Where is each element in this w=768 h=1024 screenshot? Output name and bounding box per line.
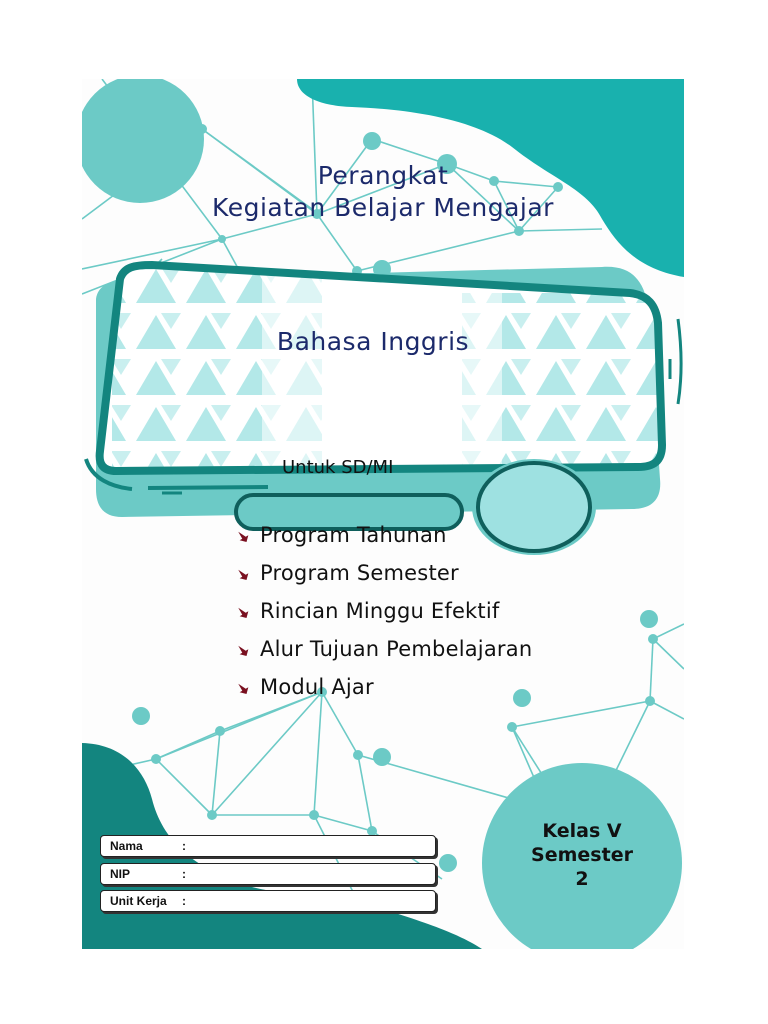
title-line-2: Kegiatan Belajar Mengajar — [212, 193, 554, 222]
arrow-bullet-icon — [234, 639, 254, 659]
arrow-bullet-icon — [234, 563, 254, 583]
semester-value: 2 — [575, 868, 589, 890]
semester-label: Semester — [531, 844, 633, 866]
list-item-label: Program Semester — [260, 561, 459, 585]
list-item-label: Alur Tujuan Pembelajaran — [260, 637, 533, 661]
contents-list — [234, 516, 532, 706]
arrow-bullet-icon — [234, 601, 254, 621]
class-info-badge — [502, 819, 662, 891]
target-level: Untuk SD/MI — [282, 457, 394, 478]
field-label: NIP — [110, 867, 131, 881]
cover-page — [82, 79, 684, 949]
field-separator: : — [182, 867, 186, 881]
field-separator: : — [182, 839, 186, 853]
field-label: Nama — [110, 839, 143, 853]
list-item — [234, 516, 532, 554]
list-item — [234, 668, 532, 706]
list-item-label: Program Tahunan — [260, 523, 447, 547]
class-label: Kelas V — [542, 820, 622, 842]
unit-kerja-field[interactable] — [100, 890, 436, 912]
nip-field[interactable] — [100, 863, 436, 885]
arrow-bullet-icon — [234, 677, 254, 697]
subject-title: Bahasa Inggris — [276, 327, 470, 356]
name-field[interactable] — [100, 835, 436, 857]
field-label: Unit Kerja — [110, 894, 167, 908]
list-item — [234, 554, 532, 592]
field-separator: : — [182, 894, 186, 908]
list-item-label: Rincian Minggu Efektif — [260, 599, 500, 623]
title-line-1: Perangkat — [317, 161, 449, 190]
list-item — [234, 630, 532, 668]
arrow-bullet-icon — [234, 525, 254, 545]
list-item-label: Modul Ajar — [260, 675, 374, 699]
list-item — [234, 592, 532, 630]
